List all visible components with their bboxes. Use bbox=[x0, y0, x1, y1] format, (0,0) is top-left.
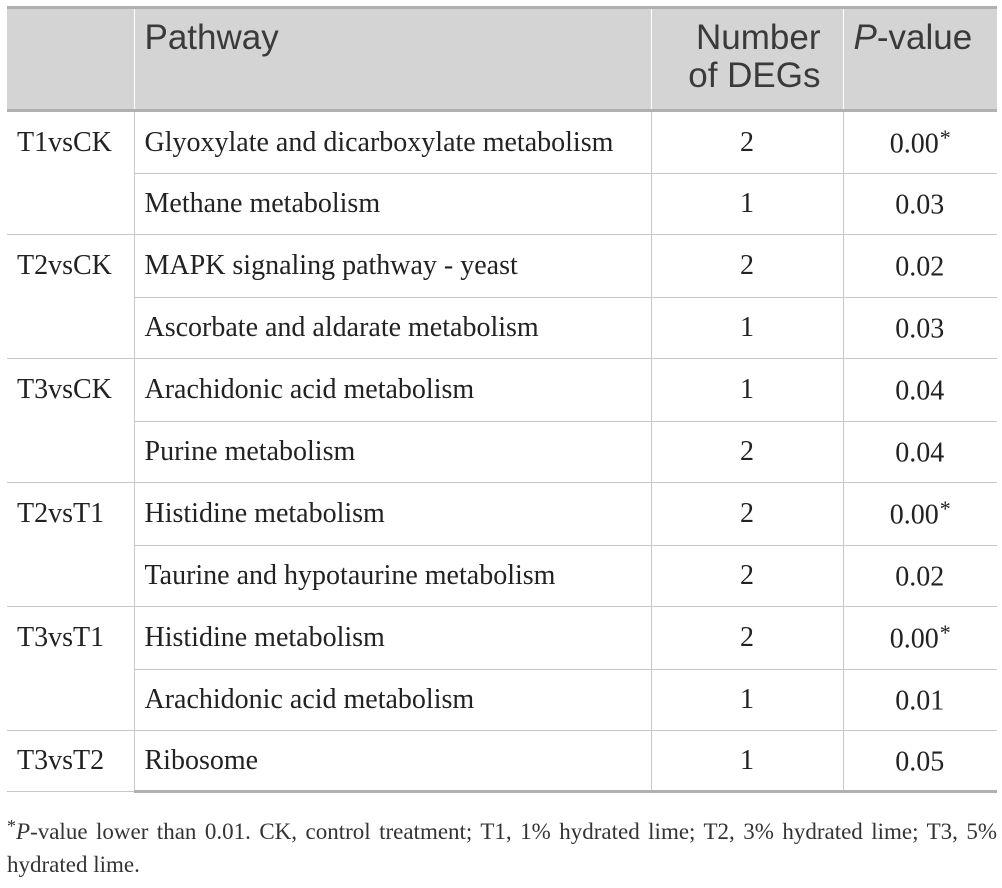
cell-pathway: Methane metabolism bbox=[134, 174, 651, 235]
header-number-of-degs-label: Number of DEGs bbox=[688, 18, 821, 95]
p-value-text: 0.00 bbox=[889, 128, 939, 160]
table-row bbox=[7, 235, 997, 298]
cell-pathway: MAPK signaling pathway - yeast bbox=[134, 235, 651, 298]
table-row bbox=[7, 174, 997, 235]
cell-comparison bbox=[7, 174, 134, 235]
cell-pathway: Ascorbate and aldarate metabolism bbox=[134, 298, 651, 359]
cell-number-of-degs: 1 bbox=[651, 670, 843, 731]
cell-comparison: T1vsCK bbox=[7, 111, 134, 174]
table-container bbox=[7, 6, 997, 793]
cell-pathway: Histidine metabolism bbox=[134, 483, 651, 546]
cell-comparison: T3vsCK bbox=[7, 359, 134, 422]
cell-p-value bbox=[843, 422, 997, 483]
table-header-row bbox=[7, 8, 997, 111]
header-comparison bbox=[7, 8, 134, 111]
p-value-text: 0.05 bbox=[895, 746, 945, 778]
cell-pathway: Histidine metabolism bbox=[134, 607, 651, 670]
cell-comparison bbox=[7, 422, 134, 483]
cell-p-value bbox=[843, 670, 997, 731]
cell-number-of-degs: 2 bbox=[651, 422, 843, 483]
cell-pathway: Purine metabolism bbox=[134, 422, 651, 483]
cell-comparison: T2vsCK bbox=[7, 235, 134, 298]
header-p-rest: -value bbox=[876, 18, 973, 57]
table-row bbox=[7, 111, 997, 174]
p-value-text: 0.02 bbox=[895, 251, 945, 283]
table-row bbox=[7, 731, 997, 792]
p-value-text: 0.03 bbox=[895, 189, 945, 221]
header-pathway: Pathway bbox=[134, 8, 651, 111]
cell-p-value bbox=[843, 359, 997, 422]
p-value-text: 0.00 bbox=[889, 623, 939, 655]
cell-number-of-degs: 2 bbox=[651, 235, 843, 298]
cell-comparison: T2vsT1 bbox=[7, 483, 134, 546]
p-value-text: 0.03 bbox=[895, 313, 945, 345]
table-body bbox=[7, 111, 997, 792]
cell-comparison bbox=[7, 546, 134, 607]
cell-p-value bbox=[843, 298, 997, 359]
table-row bbox=[7, 546, 997, 607]
table-row bbox=[7, 359, 997, 422]
cell-comparison bbox=[7, 298, 134, 359]
header-p-value bbox=[843, 8, 997, 111]
table-row bbox=[7, 670, 997, 731]
cell-number-of-degs: 1 bbox=[651, 298, 843, 359]
cell-pathway: Arachidonic acid metabolism bbox=[134, 359, 651, 422]
footnote-star: * bbox=[7, 816, 16, 836]
cell-pathway: Glyoxylate and dicarboxylate metabolism bbox=[134, 111, 651, 174]
table-row bbox=[7, 607, 997, 670]
p-value-text: 0.04 bbox=[895, 375, 945, 407]
header-number-of-degs bbox=[651, 8, 843, 111]
kegg-pathway-table bbox=[7, 6, 997, 793]
significance-star: * bbox=[939, 620, 951, 646]
cell-pathway: Taurine and hypotaurine metabolism bbox=[134, 546, 651, 607]
cell-comparison bbox=[7, 670, 134, 731]
p-value-text: 0.00 bbox=[889, 499, 939, 531]
cell-p-value bbox=[843, 546, 997, 607]
header-p-italic: P bbox=[853, 18, 877, 57]
cell-number-of-degs: 1 bbox=[651, 174, 843, 235]
cell-pathway: Ribosome bbox=[134, 731, 651, 792]
table-row bbox=[7, 298, 997, 359]
significance-star: * bbox=[939, 124, 951, 150]
p-value-text: 0.04 bbox=[895, 437, 945, 469]
cell-pathway: Arachidonic acid metabolism bbox=[134, 670, 651, 731]
significance-star: * bbox=[939, 496, 951, 522]
cell-number-of-degs: 1 bbox=[651, 731, 843, 792]
cell-p-value bbox=[843, 607, 997, 670]
cell-p-value bbox=[843, 111, 997, 174]
cell-number-of-degs: 1 bbox=[651, 359, 843, 422]
cell-p-value bbox=[843, 483, 997, 546]
table-row bbox=[7, 483, 997, 546]
cell-p-value bbox=[843, 731, 997, 792]
cell-number-of-degs: 2 bbox=[651, 483, 843, 546]
footnote-p-italic: P bbox=[16, 819, 31, 845]
cell-number-of-degs: 2 bbox=[651, 546, 843, 607]
cell-number-of-degs: 2 bbox=[651, 607, 843, 670]
cell-comparison: T3vsT1 bbox=[7, 607, 134, 670]
cell-p-value bbox=[843, 174, 997, 235]
table-footnote bbox=[7, 810, 997, 881]
cell-comparison: T3vsT2 bbox=[7, 731, 134, 792]
footnote-text: -value lower than 0.01. CK, control treatment; T1, 1% hydrated lime; T2, 3% hydrated lime; T3, 5% hydrated lime. bbox=[7, 819, 997, 878]
p-value-text: 0.02 bbox=[895, 561, 945, 593]
table-row bbox=[7, 422, 997, 483]
cell-number-of-degs: 2 bbox=[651, 111, 843, 174]
cell-p-value bbox=[843, 235, 997, 298]
p-value-text: 0.01 bbox=[895, 685, 945, 717]
